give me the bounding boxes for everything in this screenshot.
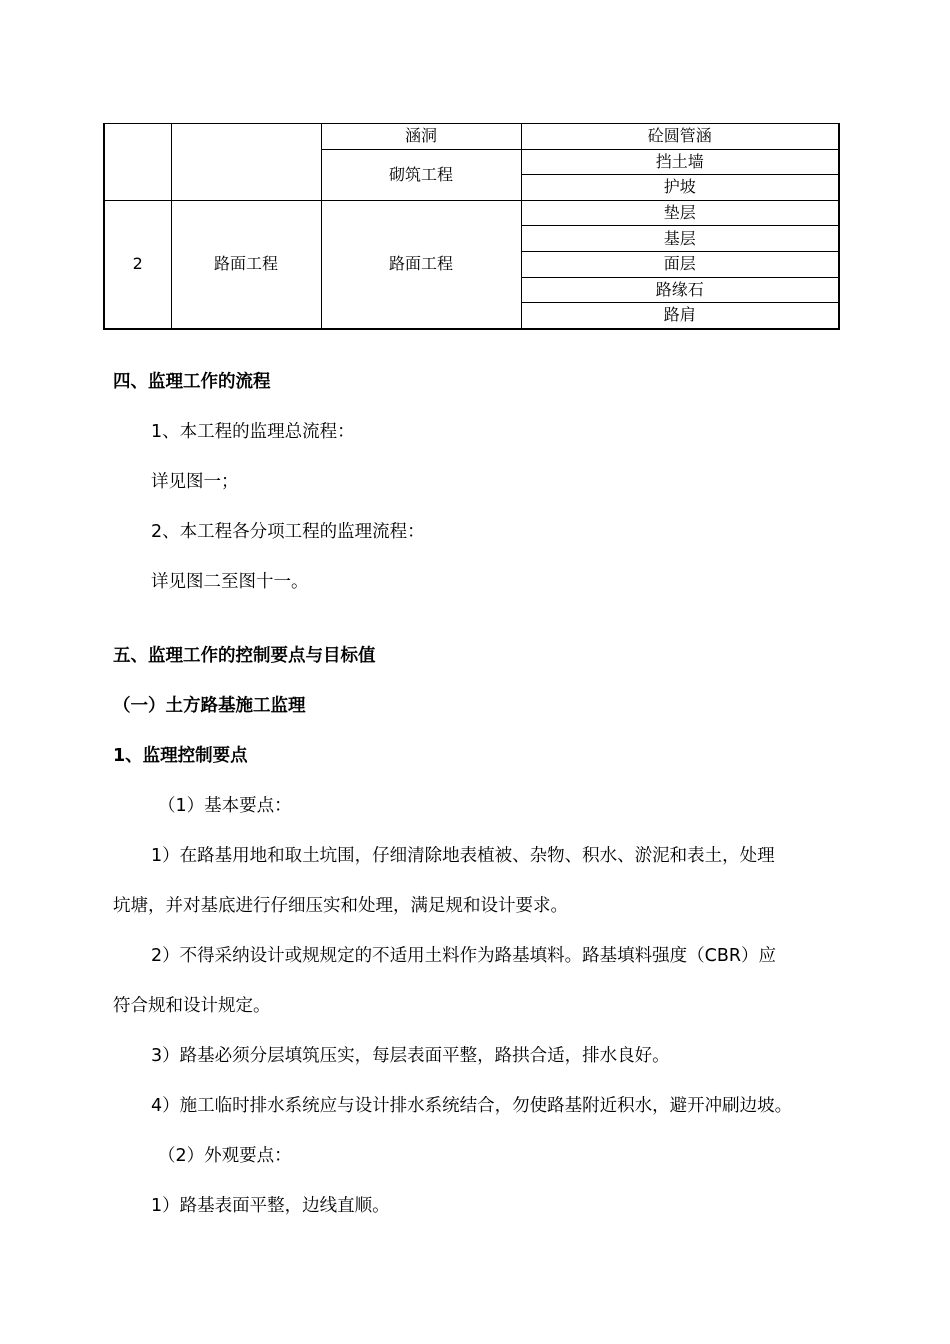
- paragraph: 1、本工程的监理总流程：: [151, 422, 355, 442]
- paragraph: 2、本工程各分项工程的监理流程：: [151, 522, 425, 542]
- table-cell-item: 护坡: [521, 175, 839, 201]
- table-cell-sub: 涵洞: [321, 124, 521, 150]
- table-cell-item: 基层: [521, 226, 839, 252]
- section4-heading: 四、监理工作的流程: [113, 372, 271, 392]
- table-cell-item: 砼圆管涵: [521, 124, 839, 150]
- paragraph: 3）路基必须分层填筑压实，每层表面平整，路拱合适，排水良好。: [151, 1046, 670, 1066]
- table-cell-no-empty: [104, 124, 171, 201]
- table-cell-item: 垫层: [521, 200, 839, 226]
- table-cell-item: 路缘石: [521, 277, 839, 303]
- table-cell-item: 面层: [521, 251, 839, 277]
- table-cell-no: 2: [104, 200, 171, 328]
- section5-heading: 五、监理工作的控制要点与目标值: [113, 646, 376, 666]
- paragraph: 4）施工临时排水系统应与设计排水系统结合，勿使路基附近积水，避开冲刷边坡。: [151, 1096, 793, 1116]
- paragraph: 详见图一；: [151, 472, 239, 492]
- paragraph: 2）不得采纳设计或规规定的不适用土料作为路基填料。路基填料强度（CBR）应: [151, 946, 777, 966]
- paragraph: （1）基本要点：: [158, 796, 292, 816]
- table-cell-section: 路面工程: [171, 200, 321, 328]
- table-cell-sub: 路面工程: [321, 200, 521, 328]
- paragraph: 详见图二至图十一。: [151, 572, 309, 592]
- table-cell-item: 挡土墙: [521, 149, 839, 175]
- paragraph: （2）外观要点：: [158, 1146, 292, 1166]
- work-breakdown-table: [103, 123, 840, 330]
- table-cell-item: 路肩: [521, 303, 839, 329]
- paragraph: 1）在路基用地和取土坑围，仔细清除地表植被、杂物、积水、淤泥和表土，处理: [151, 846, 775, 866]
- subsection-heading: （一）土方路基施工监理: [113, 696, 306, 716]
- paragraph: 坑塘，并对基底进行仔细压实和处理，满足规和设计要求。: [113, 896, 568, 916]
- paragraph: 1）路基表面平整，边线直顺。: [151, 1196, 390, 1216]
- table-cell-sub: 砌筑工程: [321, 149, 521, 200]
- paragraph: 符合规和设计规定。: [113, 996, 271, 1016]
- table-cell-section-empty: [171, 124, 321, 201]
- subsection-heading: 1、监理控制要点: [113, 746, 248, 766]
